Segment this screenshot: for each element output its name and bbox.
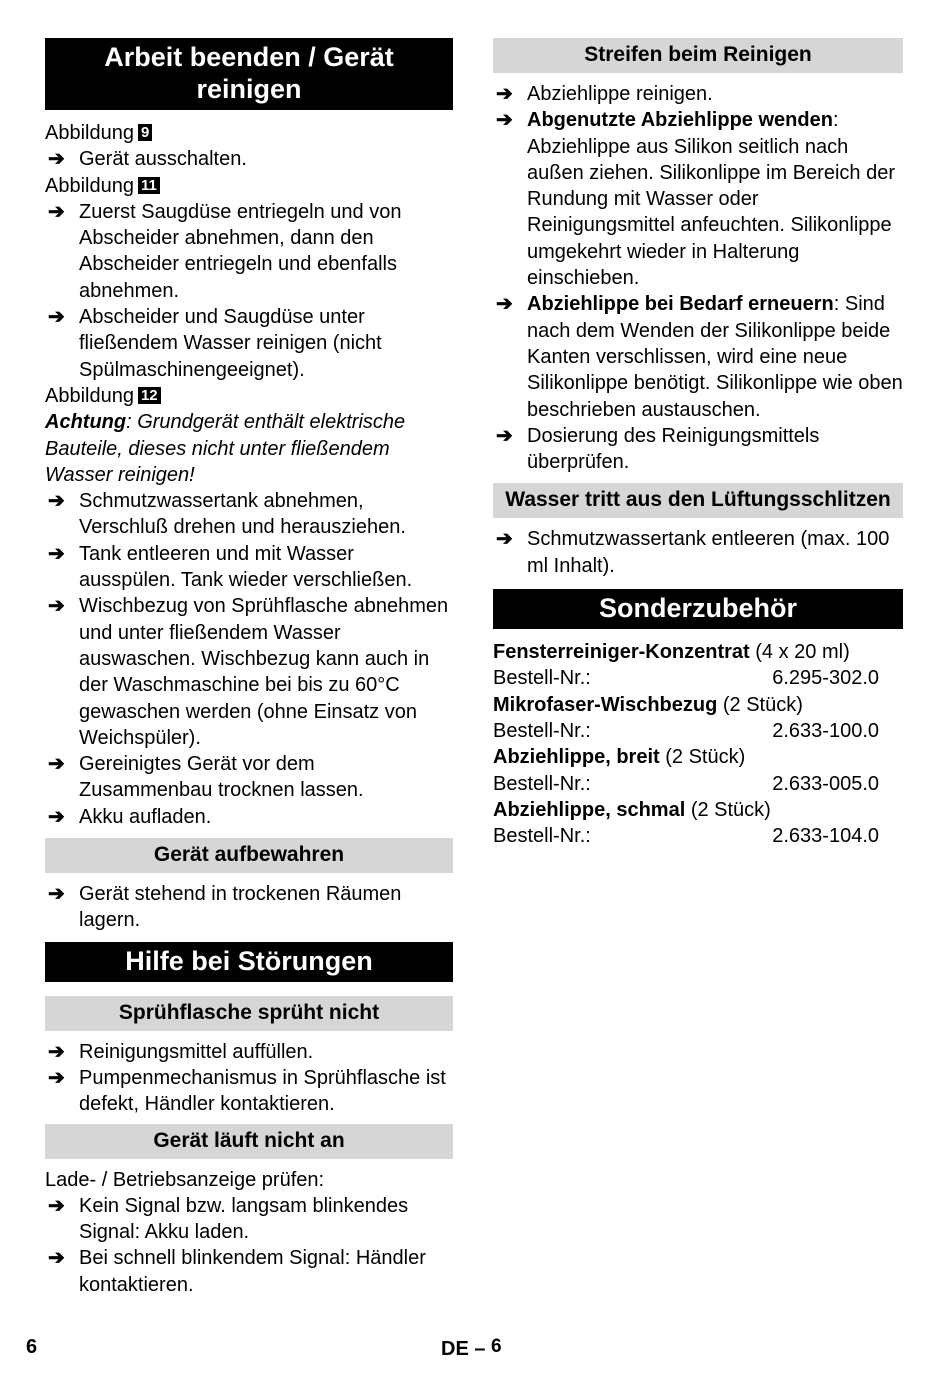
- list-item: ➔ Abziehlippe bei Bedarf erneuern: Sind nach dem Wenden der Silikonlippe beide Kanten verschlissen, wird eine neue Silikonlippe benötigt. Silikonlippe wie oben beschrieben austauschen.: [496, 293, 903, 421]
- list-item: ➔ Gerät ausschalten.: [45, 146, 453, 172]
- figure-ref: Abbildung 12: [45, 383, 453, 409]
- accessory-title: Mikrofaser-Wischbezug (2 Stück): [493, 693, 803, 716]
- right-column: [493, 38, 903, 849]
- list-item: ➔ Reinigungsmittel auffüllen.: [45, 1039, 453, 1065]
- list-item: ➔ Abscheider und Saugdüse unter fließendem Wasser reinigen (nicht Spülmaschinengeeignet).: [48, 306, 382, 381]
- heading-wasser-tritt-aus: Wasser tritt aus den Lüftungsschlitzen: [493, 483, 903, 518]
- arrow-icon: ➔: [496, 528, 513, 551]
- order-number: 2.633-005.0: [772, 772, 879, 795]
- list-item: ➔ Schmutzwassertank entleeren (max. 100 ml Inhalt).: [496, 528, 890, 577]
- list-item: ➔ Abgenutzte Abziehlippe wenden: Abziehlippe aus Silikon seitlich nach außen ziehen. Silikonlippe im Bereich der Rundung mit Wasser oder Reinigungsmittel anfeuchten. Silikonlippe umgekehrt wieder in Halterung einschieben.: [496, 109, 895, 290]
- heading-hilfe-bei-stoerungen: Hilfe bei Störungen: [45, 942, 453, 982]
- heading-sonderzubehoer: Sonderzubehör: [493, 589, 903, 629]
- list-item: ➔ Pumpenmechanismus in Sprühflasche ist defekt, Händler kontaktieren.: [48, 1066, 446, 1116]
- list-item: ➔ Bei schnell blinkendem Signal: Händler kontaktieren.: [48, 1247, 426, 1296]
- arrow-icon: ➔: [496, 293, 513, 316]
- arrow-icon: ➔: [48, 306, 65, 329]
- figure-ref: Abbildung 11: [45, 173, 453, 199]
- accessory-title: Fensterreiniger-Konzentrat (4 x 20 ml): [493, 641, 850, 664]
- warning-note: Achtung: Grundgerät enthält elektrische Bauteile, dieses nicht unter fließendem Wasser reinigen!: [45, 411, 406, 486]
- heading-geraet-laeuft-nicht: Gerät läuft nicht an: [45, 1124, 453, 1159]
- page-number: 6: [26, 1336, 38, 1358]
- arrow-icon: ➔: [48, 148, 65, 171]
- arrow-icon: ➔: [48, 883, 65, 906]
- figure-number-badge: 9: [138, 124, 152, 141]
- arrow-icon: ➔: [48, 490, 65, 513]
- arrow-icon: ➔: [496, 424, 513, 447]
- figure-number-badge: 12: [138, 387, 161, 404]
- arrow-icon: ➔: [48, 200, 65, 223]
- heading-spruehflasche: Sprühflasche sprüht nicht: [45, 996, 453, 1031]
- list-item: ➔ Tank entleeren und mit Wasser ausspülen. Tank wieder verschließen.: [48, 542, 413, 592]
- list-item: ➔ Abziehlippe reinigen.: [493, 81, 903, 107]
- arrow-icon: ➔: [496, 83, 513, 105]
- accessory-order-row: Bestell-Nr.: 2.633-100.0: [493, 718, 903, 744]
- list-item: ➔ Gereinigtes Gerät vor dem Zusammenbau trocknen lassen.: [48, 753, 364, 802]
- accessory-title: Abziehlippe, breit (2 Stück): [493, 746, 746, 769]
- accessory-order-row: Bestell-Nr.: 2.633-104.0: [493, 823, 903, 849]
- list-item: ➔ Gerät stehend in trockenen Räumen lagern.: [48, 883, 402, 932]
- list-item: ➔ Zuerst Saugdüse entriegeln und von Abscheider abnehmen, dann den Abscheider entriegeln und ebenfalls abnehmen.: [48, 200, 402, 302]
- list-item: ➔ Akku aufladen.: [45, 804, 453, 830]
- arrow-icon: ➔: [48, 1247, 65, 1270]
- arrow-icon: ➔: [48, 1194, 65, 1217]
- language-page-label: DE – 6: [441, 1336, 502, 1360]
- list-item: ➔ Kein Signal bzw. langsam blinkendes Signal: Akku laden.: [48, 1194, 409, 1244]
- accessory-title: Abziehlippe, schmal (2 Stück): [493, 798, 771, 821]
- paragraph: Lade- / Betriebsanzeige prüfen:: [45, 1168, 325, 1191]
- arrow-icon: ➔: [48, 542, 65, 565]
- left-column: [45, 38, 453, 1298]
- list-item: ➔ Wischbezug von Sprühflasche abnehmen und unter fließendem Wasser auswaschen. Wischbezug kann auch in der Waschmaschine bei bis zu 60°C gewaschen werden (ohne Einsatz von Weichspüler).: [48, 595, 449, 749]
- accessory-order-row: Bestell-Nr.: 2.633-005.0: [493, 771, 903, 797]
- heading-streifen: Streifen beim Reinigen: [493, 38, 903, 73]
- arrow-icon: ➔: [48, 595, 65, 618]
- arrow-icon: ➔: [48, 1066, 65, 1089]
- heading-geraet-aufbewahren: Gerät aufbewahren: [45, 838, 453, 873]
- figure-ref: Abbildung 9: [45, 120, 453, 146]
- list-item: ➔ Schmutzwassertank abnehmen, Verschluß drehen und herausziehen.: [48, 490, 406, 539]
- accessory-order-row: Bestell-Nr.: 6.295-302.0: [493, 665, 903, 691]
- arrow-icon: ➔: [48, 1040, 65, 1063]
- arrow-icon: ➔: [496, 109, 513, 132]
- arrow-icon: ➔: [48, 753, 65, 776]
- order-number: 2.633-100.0: [772, 719, 879, 742]
- heading-arbeit-beenden: Arbeit beenden / Gerät reinigen: [45, 38, 453, 110]
- figure-number-badge: 11: [138, 177, 160, 194]
- arrow-icon: ➔: [48, 805, 65, 828]
- list-item: ➔ Dosierung des Reinigungsmittels überprüfen.: [496, 424, 820, 474]
- order-number: 2.633-104.0: [772, 825, 879, 848]
- order-number: 6.295-302.0: [772, 667, 879, 690]
